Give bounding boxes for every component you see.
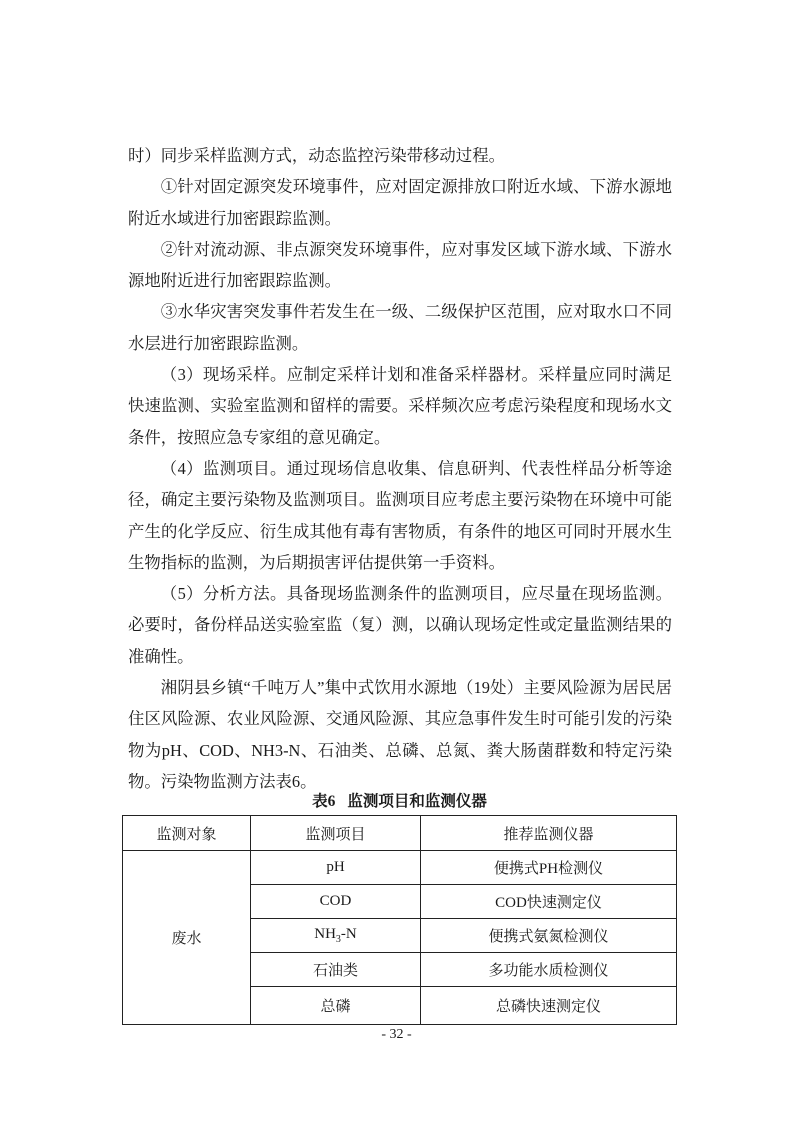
item-cell: COD [251, 885, 421, 919]
paragraph: ③水华灾害突发事件若发生在一级、二级保护区范围，应对取水口不同水层进行加密跟踪监测。 [128, 302, 672, 353]
paragraph: 湘阴县乡镇“千吨万人”集中式饮用水源地（19处）主要风险源为居民居住区风险源、农业风险源、交通风险源、其应急事件发生时可能引发的污染物为pH、COD、NH3-N、石油类、总磷、总氮、粪大肠菌群数和特定污染物。污染物监测方法表6。 [128, 678, 672, 791]
header-cell: 监测对象 [123, 816, 251, 851]
instrument-cell: 总磷快速测定仪 [421, 987, 677, 1025]
table-number: 表6 [312, 793, 336, 810]
monitoring-table [122, 815, 677, 1025]
table-caption [122, 789, 677, 811]
paragraph: （4）监测项目。通过现场信息收集、信息研判、代表性样品分析等途径，确定主要污染物及监测项目。监测项目应考虑主要污染物在环境中可能产生的化学反应、衍生成其他有毒有害物质，有条件的地区可同时开展水生生物指标的监测，为后期损害评估提供第一手资料。 [128, 458, 672, 572]
item-cell: 总磷 [251, 987, 421, 1025]
paragraph: ②针对流动源、非点源突发环境事件，应对事发区域下游水域、下游水源地附近进行加密跟踪监测。 [128, 239, 672, 291]
object-cell: 废水 [123, 851, 251, 1025]
item-subscript: 3 [335, 934, 341, 945]
paragraph: ①针对固定源突发环境事件，应对固定源排放口附近水域、下游水源地附近水域进行加密跟踪监测。 [128, 177, 672, 228]
paragraph: （5）分析方法。具备现场监测条件的监测项目，应尽量在现场监测。必要时，备份样品送实验室监（复）测，以确认现场定性或定量监测结果的准确性。 [128, 584, 672, 666]
table-header-row [123, 816, 677, 851]
item-main: NH [314, 926, 336, 942]
item-cell [251, 919, 421, 953]
item-tail: -N [340, 926, 357, 942]
table-row [123, 851, 677, 885]
instrument-cell: 便携式PH检测仪 [421, 851, 677, 885]
paragraph: （3）现场采样。应制定采样计划和准备采样器材。采样量应同时满足快速监测、实验室监测和留样的需要。采样频次应考虑污染程度和现场水文条件，按照应急专家组的意见确定。 [128, 365, 672, 447]
item-cell: 石油类 [251, 953, 421, 987]
page-number: - 32 - [381, 1027, 412, 1042]
paragraph: 时）同步采样监测方式，动态监控污染带移动过程。 [128, 146, 505, 165]
header-cell: 监测项目 [251, 816, 421, 851]
instrument-cell: 便携式氨氮检测仪 [421, 919, 677, 953]
item-cell: pH [251, 851, 421, 885]
instrument-cell: 多功能水质检测仪 [421, 953, 677, 987]
header-cell: 推荐监测仪器 [421, 816, 677, 851]
instrument-cell: COD快速测定仪 [421, 885, 677, 919]
table-title: 监测项目和监测仪器 [347, 793, 487, 810]
body-text [128, 140, 672, 797]
